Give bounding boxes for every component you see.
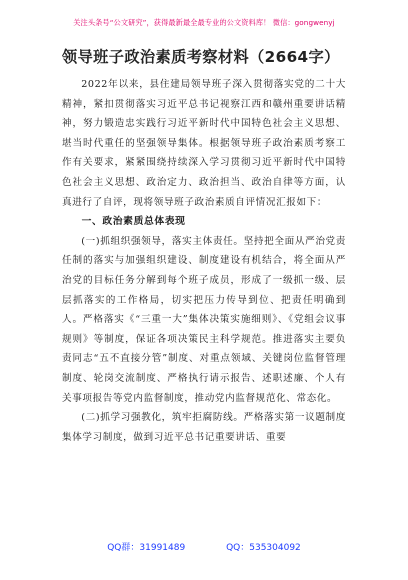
section-heading: 一、政治素质总体表现 — [81, 216, 186, 228]
paragraph-2: (二)抓学习强教化，筑牢拒腐防线。严格落实第一议题制度集体学习制度，做到习近平总书记重要讲话、重要 — [62, 412, 346, 443]
paragraph-1: (一)抓组织强领导，落实主体责任。坚持把全面从严治党责任制的落实与加强组织建设、制度建设有机结合，将全面从严治党的目标任务分解到每个班子成员，形成了一级抓一级、层层抓落实的工作格局，切实把压力传导到位、把责任明确到人。严格落实《“三重一大”集体决策实施细则》、《党组会议事规则》等制度，保证各项决策民主科学规范。推进落实主要负责同志“五不直接分管”制度、对重点领域、关键岗位监督管理制度、轮岗交流制度、严格执行请示报告、述职述廉、个人有关事项报告等党内监督制度，推动党内监督规范化、常态化。 — [62, 235, 346, 404]
footer-qq-group: QQ群：31991489 — [107, 543, 186, 553]
intro-paragraph: 2022年以来，县住建局领导班子深入贯彻落实党的二十大精神，紧扣贯彻落实习近平总书记视察江西和赣州重要讲话精神，努力锻造忠实践行习近平新时代中国特色社会主义思想、堪当时代重任的坚强领导集体。根据领导班子政治素质考察工作有关要求，紧紧围绕持续深入学习贯彻习近平新时代中国特色社会主义思想、政治定力、政治担当、政治自律等方面，认真进行了自评，现将领导班子政治素质自评情况汇报如下： — [62, 79, 346, 208]
header-banner: 关注头条号“公文研究”，获得最新最全最专业的公文资料库！ 微信：gongwenyj — [73, 18, 335, 27]
document-title: 领导班子政治素质考察材料（2664字） — [62, 48, 340, 66]
footer-qq: QQ：535304092 — [226, 543, 301, 553]
document-page — [62, 46, 346, 447]
footer-contacts — [0, 540, 408, 553]
